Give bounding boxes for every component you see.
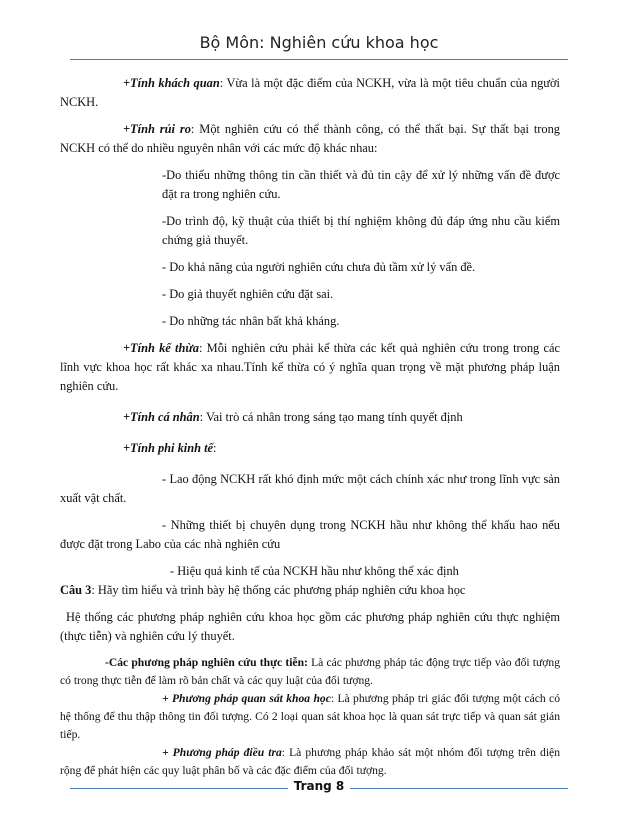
paragraph-observation bbox=[60, 690, 560, 744]
term-objectivity: +Tính khách quan bbox=[123, 76, 220, 90]
question-label: Câu 3 bbox=[60, 583, 92, 597]
term-survey: + Phương pháp điều tra bbox=[162, 746, 282, 759]
text-practical-methods: Là các phương pháp tác động trực tiếp vào đối tượng có trong thực tiễn để làm rõ bản chất và các quy luật của đối tượng. bbox=[60, 656, 560, 687]
text-inheritance: : Mỗi nghiên cứu phải kế thừa các kết quả nghiên cứu trong trong các lĩnh vực khoa học rất khác xa nhau.Tính kế thừa có ý nghĩa quan trọng về mặt phương pháp luận nghiên cứu. bbox=[60, 341, 560, 393]
paragraph-risk bbox=[60, 120, 560, 158]
question-3 bbox=[60, 581, 560, 600]
term-individuality: +Tính cá nhân bbox=[123, 410, 200, 424]
list-item: -Do thiếu những thông tin cần thiết và đủ tin cậy để xử lý những vấn đề được đặt ra trong nghiên cứu. bbox=[162, 168, 560, 201]
text-observation: : Là phương pháp tri giác đối tượng một cách có hệ thống để thu thập thông tin đối tượng. Có 2 loại quan sát khoa học là quan sát trực tiếp và quan sát gián tiếp. bbox=[60, 692, 560, 741]
question-text: : Hãy tìm hiểu và trình bày hệ thống các phương pháp nghiên cứu khoa học bbox=[91, 583, 466, 597]
paragraph-objectivity bbox=[60, 74, 560, 112]
term-risk: +Tính rủi ro bbox=[123, 122, 191, 136]
list-item: - Những thiết bị chuyên dụng trong NCKH hầu như không thể khấu hao nếu được đặt trong Labo của các nhà nghiên cứu bbox=[60, 518, 560, 551]
document-body bbox=[60, 74, 560, 780]
term-inheritance: +Tính kế thừa bbox=[123, 341, 199, 355]
page-header-title: Bộ Môn: Nghiên cứu khoa học bbox=[199, 33, 439, 52]
list-item: - Do giả thuyết nghiên cứu đặt sai. bbox=[162, 287, 334, 301]
text-risk: : Một nghiên cứu có thể thành công, có thể thất bại. Sự thất bại trong NCKH có thể do nhiều nguyên nhân với các mức độ khác nhau: bbox=[60, 122, 560, 155]
text-individuality: : Vai trò cá nhân trong sáng tạo mang tính quyết định bbox=[199, 410, 463, 424]
list-item: - Hiệu quả kinh tế của NCKH hầu như không thể xác định bbox=[170, 564, 459, 578]
paragraph-survey bbox=[60, 744, 560, 780]
term-observation: + Phương pháp quan sát khoa học bbox=[162, 692, 331, 705]
paragraph-non-economic bbox=[60, 439, 560, 458]
paragraph-inheritance bbox=[60, 339, 560, 396]
text-objectivity: : Vừa là một đặc điểm của NCKH, vừa là một tiêu chuẩn của người NCKH. bbox=[60, 76, 560, 109]
paragraph-individuality bbox=[60, 408, 560, 427]
paragraph-intro: Hệ thống các phương pháp nghiên cứu khoa học gồm các phương pháp nghiên cứu thực nghiệm (thực tiễn) và nghiên cứu lý thuyết. bbox=[60, 610, 560, 643]
text-non-economic: : bbox=[213, 441, 217, 455]
list-item: -Do trình độ, kỹ thuật của thiết bị thí nghiệm không đủ đáp ứng nhu cầu kiểm chứng giả thuyết. bbox=[162, 214, 560, 247]
header-divider bbox=[70, 59, 568, 60]
text-survey: : Là phương pháp khảo sát một nhóm đối tượng trên diện rộng để phát hiện các quy luật phân bố và các đặc điểm của đối tượng. bbox=[60, 746, 560, 777]
list-item: - Do khả năng của người nghiên cứu chưa đủ tầm xử lý vấn đề. bbox=[162, 260, 476, 274]
paragraph-practical-methods bbox=[60, 654, 560, 690]
term-non-economic: +Tính phi kinh tế bbox=[123, 441, 214, 455]
list-item: - Lao động NCKH rất khó định mức một cách chính xác như trong lĩnh vực sản xuất vật chất. bbox=[60, 472, 560, 505]
page-number-label: Trang 8 bbox=[288, 779, 351, 793]
page-number bbox=[0, 779, 638, 793]
term-practical-methods: -Các phương pháp nghiên cứu thực tiễn: bbox=[105, 656, 308, 669]
list-item: - Do những tác nhân bất khả kháng. bbox=[162, 314, 340, 328]
